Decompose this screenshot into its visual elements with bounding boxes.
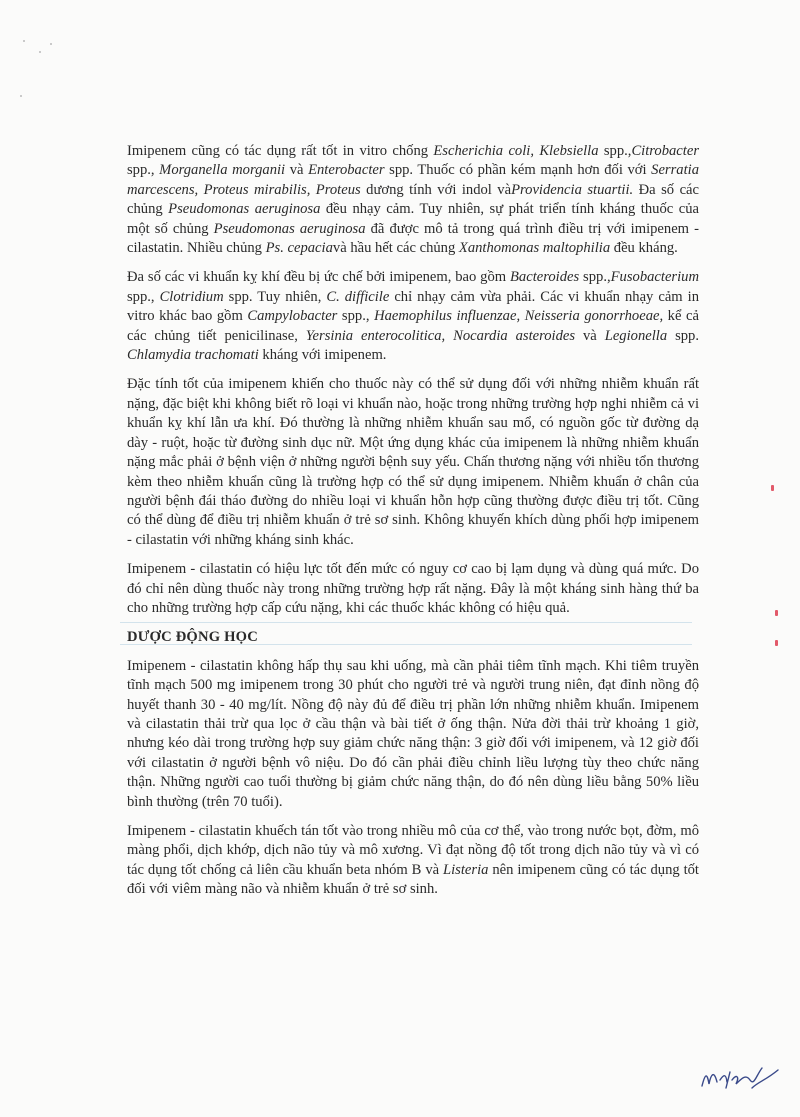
italic-term: Ps. cepacia	[265, 240, 333, 257]
text-run: spp.,	[127, 162, 160, 179]
text-run: spp.,	[127, 288, 160, 305]
italic-term: Escherichia coli, Klebsiella	[433, 143, 599, 159]
text-run: và hầu hết các chủng	[332, 240, 459, 257]
text-run: đã được mô tả trong quá trình điều trị với imipenem - cilastatin. Nhiều chủng	[127, 220, 699, 257]
italic-term: Fusobacterium	[610, 269, 699, 286]
section-heading: DƯỢC ĐỘNG HỌC	[127, 629, 258, 646]
italic-term: C. difficile	[326, 288, 390, 305]
scan-speck	[39, 51, 41, 53]
text-run: kháng với imipenem.	[258, 347, 387, 364]
text-run: Imipenem - cilastatin khuếch tán tốt vào trong nhiều mô của cơ thể, vào trong nước bọt, đờm, mô màng phổi, dịch khớp, dịch não tủy và mô xương. Vì đạt nồng độ tốt trong dịch não tủy và vì có tác dụng tốt chống cả liên cầu khuẩn beta nhóm B và	[127, 823, 699, 878]
text-run: đều nhạy cảm. Tuy nhiên, sự phát triển tính kháng thuốc của một số chủng	[127, 201, 699, 237]
paragraph	[127, 822, 699, 900]
italic-term: Bacteroides	[510, 269, 580, 286]
italic-term: Haemophilus influenzae, Neisseria gonorrhoeae,	[374, 308, 664, 325]
margin-mark	[775, 610, 778, 616]
text-run: nên imipenem cũng có tác dụng tốt đối với viêm màng não và nhiễm khuẩn ở trẻ sơ sinh.	[127, 861, 699, 898]
text-run: spp. Thuốc có phần kém mạnh hơn đối với	[384, 162, 652, 179]
italic-term: Providencia stuartii.	[511, 181, 634, 198]
paragraph	[127, 657, 699, 812]
text-run: spp.,	[579, 269, 611, 286]
paragraph	[127, 560, 699, 618]
text-run: đều kháng.	[610, 240, 678, 257]
text-run: dương tính với indol và	[360, 181, 512, 198]
italic-term: Citrobacter	[631, 143, 699, 159]
scan-speck	[23, 40, 25, 42]
text-run: kể cả các chủng tiết penicilinase,	[127, 308, 699, 344]
text-run: spp.,	[337, 308, 375, 325]
italic-term: Serratia marcescens, Proteus mirabilis, Proteus	[127, 162, 699, 198]
italic-term: Legionella	[604, 327, 668, 344]
text-run: spp.,	[598, 143, 632, 159]
paragraph	[127, 268, 699, 365]
italic-term: Clotridium	[159, 288, 224, 305]
text-run: chỉ nhạy cảm vừa phải. Các vi khuẩn nhạy cảm in vitro khác bao gồm	[127, 288, 699, 325]
scan-speck	[20, 95, 22, 97]
section-pharmacokinetics	[127, 657, 699, 900]
text-run: Đặc tính tốt của imipenem khiến cho thuốc này có thể sử dụng đối với những nhiễm khuẩn rất nặng, đặc biệt khi không biết rõ loại vi khuẩn nào, hoặc trong những trường hợp nghi nhiễm cả vi khuẩn kỵ khí lẫn ưa khí. Đó thường là những nhiễm khuẩn sau mổ, có nguồn gốc từ đường dạ dày - ruột, hoặc từ đường sinh dục nữ. Một ứng dụng khác của imipenem là những nhiễm khuẩn nặng mắc phải ở bệnh viện ở những người bệnh suy yếu. Chấn thương nặng với nhiều tổn thương kèm theo nhiễm khuẩn cũng là trường hợp có thể sử dụng imipenem. Nhiễm khuẩn ở chân của người bệnh đái tháo đường do nhiều loại vi khuẩn hỗn hợp cũng thường được điều trị tốt. Cũng có thể dùng để điều trị nhiễm khuẩn ở trẻ sơ sinh. Không khuyến khích dùng phối hợp imipenem - cilastatin với những kháng sinh khác.	[127, 376, 699, 548]
paragraph	[127, 375, 699, 550]
text-run: Imipenem - cilastatin có hiệu lực tốt đến mức có nguy cơ cao bị lạm dụng và dùng quá mức. Do đó chỉ nên dùng thuốc này trong những trường hợp rất nặng. Đây là một kháng sinh hàng thứ ba cho những trường hợp cấp cứu nặng, khi các thuốc khác không có hiệu quả.	[127, 561, 699, 616]
text-run: Đa số các vi khuẩn kỵ khí đều bị ức chế bởi imipenem, bao gồm	[127, 269, 510, 286]
handwritten-signature	[696, 1060, 786, 1094]
italic-term: Pseudomonas aeruginosa	[213, 220, 366, 237]
paragraph	[127, 142, 699, 258]
section-antibacterial	[127, 142, 699, 618]
italic-term: Morganella morganii	[159, 162, 286, 179]
italic-term: Campylobacter	[247, 308, 338, 325]
italic-term: Listeria	[443, 861, 489, 878]
italic-term: Enterobacter	[308, 162, 385, 179]
margin-mark	[771, 485, 774, 491]
text-run: Imipenem - cilastatin không hấp thụ sau khi uống, mà cần phải tiêm tĩnh mạch. Khi tiêm truyền tĩnh mạch 500 mg imipenem trong 30 phút cho người trẻ và người trung niên, đạt đỉnh nồng độ huyết thanh 30 - 40 mg/lít. Nồng độ này đủ để điều trị phần lớn những nhiễm khuẩn. Imipenem và cilastatin thải trừ qua lọc ở cầu thận và bài tiết ở ống thận. Nửa đời thải trừ khoảng 1 giờ, nhưng kéo dài trong trường hợp suy giảm chức năng thận: 3 giờ đối với imipenem, và 12 giờ đối với cilastatin ở người bệnh vô niệu. Do đó cần phải điều chỉnh liều lượng tùy theo chức năng thận. Những người cao tuổi thường bị giảm chức năng thận, do đó nên dùng liều bằng 50% liều bình thường (trên 70 tuổi).	[127, 657, 699, 810]
italic-term: Yersinia enterocolitica, Nocardia asteroides	[305, 327, 576, 344]
text-run: spp. Tuy nhiên,	[223, 288, 327, 305]
text-run: và	[575, 327, 605, 344]
scan-speck	[50, 43, 52, 45]
text-run: Đa số các chủng	[127, 181, 700, 218]
italic-term: Pseudomonas aeruginosa	[168, 201, 321, 218]
document-body	[127, 142, 699, 910]
italic-term: Xanthomonas maltophilia	[458, 240, 611, 257]
text-run: và	[285, 162, 309, 179]
text-run: spp.	[667, 327, 699, 344]
margin-mark	[775, 640, 778, 646]
italic-term: Chlamydia trachomati	[127, 347, 259, 364]
text-run: Imipenem cũng có tác dụng rất tốt in vitro chống	[127, 143, 434, 159]
